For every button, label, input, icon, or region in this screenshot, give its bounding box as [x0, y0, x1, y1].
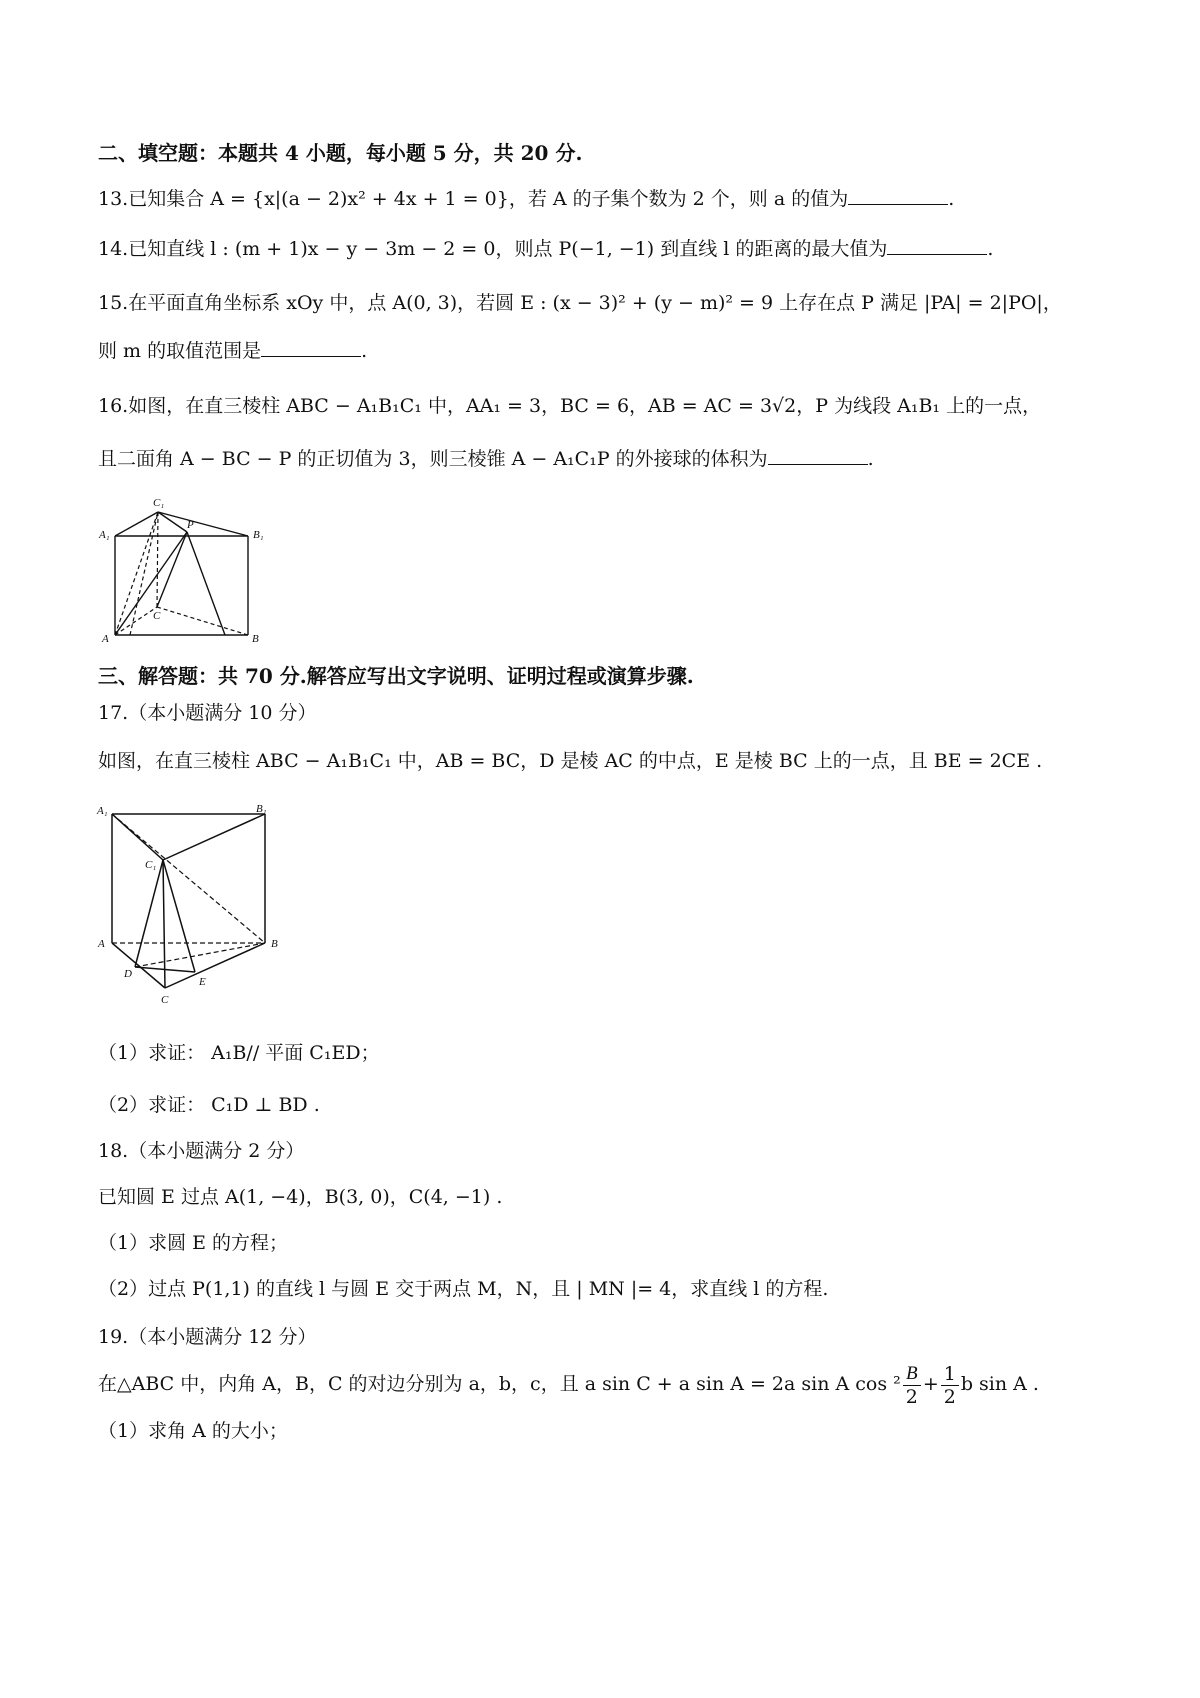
- fig17-label-b1: B₁: [256, 803, 267, 815]
- q17-part1: （1）求证： A₁B// 平面 C₁ED；: [98, 1042, 380, 1064]
- q19-stem: [98, 1360, 1039, 1408]
- fig16-label-c: C: [153, 610, 161, 622]
- q19-frac1-num: B: [903, 1363, 921, 1386]
- section3-heading: 三、解答题：共 70 分.解答应写出文字说明、证明过程或演算步骤.: [98, 664, 694, 688]
- q13-text: 13.已知集合 A = {x|(a − 2)x² + 4x + 1 = 0}，若 A 的子集个数为 2 个，则 a 的值为: [98, 188, 849, 210]
- q19-fraction-b-over-2: [903, 1363, 921, 1408]
- fig17-label-b: B: [271, 938, 278, 950]
- q19-frac2-num: 1: [941, 1363, 959, 1386]
- fig16-label-c1: C₁: [153, 497, 165, 509]
- q17-part2: （2）求证： C₁D ⊥ BD .: [98, 1094, 320, 1116]
- q19-plus: +: [922, 1373, 939, 1395]
- q18-title: 18.（本小题满分 2 分）: [98, 1140, 305, 1162]
- fig17-label-e: E: [199, 976, 206, 988]
- q19-fraction-1-over-2: [941, 1363, 959, 1408]
- question-16-line1: 16.如图，在直三棱柱 ABC − A₁B₁C₁ 中，AA₁ = 3，BC = 6，AB = AC = 3√2，P 为线段 A₁B₁ 上的一点，: [98, 395, 1042, 417]
- q15-text: 则 m 的取值范围是: [98, 340, 262, 362]
- q13-answer-blank[interactable]: [848, 186, 948, 205]
- q16-text: 且二面角 A − BC − P 的正切值为 3，则三棱锥 A − A₁C₁P 的外接球的体积为: [98, 448, 768, 470]
- fig17-label-a1: A₁: [97, 805, 108, 817]
- q19-frac2-den: 2: [943, 1385, 956, 1408]
- q13-end: .: [948, 188, 955, 210]
- fig16-label-a1: A₁: [99, 529, 110, 541]
- q18-stem: 已知圆 E 过点 A(1, −4)，B(3, 0)，C(4, −1) .: [98, 1186, 503, 1208]
- prism-figure-16: [95, 492, 275, 652]
- q19-part1: （1）求角 A 的大小；: [98, 1420, 288, 1442]
- question-13: [98, 186, 954, 212]
- q15-answer-blank[interactable]: [261, 338, 361, 357]
- fig16-label-b1: B₁: [253, 529, 264, 541]
- q19-frac1-den: 2: [905, 1385, 918, 1408]
- q17-stem: 如图，在直三棱柱 ABC − A₁B₁C₁ 中，AB = BC，D 是棱 AC 的中点，E 是棱 BC 上的一点，且 BE = 2CE .: [98, 750, 1043, 772]
- question-16-line2: [98, 446, 874, 472]
- q14-answer-blank[interactable]: [887, 236, 987, 255]
- q14-text: 14.已知直线 l : (m + 1)x − y − 3m − 2 = 0，则点 P(−1, −1) 到直线 l 的距离的最大值为: [98, 238, 888, 260]
- q19-stem-tail: b sin A .: [960, 1373, 1039, 1395]
- q16-answer-blank[interactable]: [768, 446, 868, 465]
- prism-figure-17: [95, 800, 295, 1015]
- q15-end: .: [361, 340, 368, 362]
- q19-stem-main: 在△ABC 中，内角 A，B，C 的对边分别为 a，b，c，且 a sin C + a sin A = 2a sin A cos ²: [98, 1373, 901, 1395]
- question-15-line1: 15.在平面直角坐标系 xOy 中，点 A(0, 3)，若圆 E : (x − 3)² + (y − m)² = 9 上存在点 P 满足 |PA| = 2|PO|，: [98, 292, 1062, 314]
- question-15-line2: [98, 338, 367, 364]
- fig17-label-d: D: [124, 968, 132, 980]
- fig16-label-b: B: [252, 633, 259, 645]
- q14-end: .: [987, 238, 994, 260]
- fig17-label-c1: C₁: [145, 859, 157, 871]
- fig16-label-a: A: [102, 633, 109, 645]
- fig17-label-c: C: [161, 994, 169, 1006]
- q17-title: 17.（本小题满分 10 分）: [98, 702, 317, 724]
- fig17-label-a: A: [98, 938, 105, 950]
- q18-part2: （2）过点 P(1,1) 的直线 l 与圆 E 交于两点 M，N，且 | MN |= 4，求直线 l 的方程.: [98, 1278, 829, 1300]
- question-14: [98, 236, 993, 262]
- q19-title: 19.（本小题满分 12 分）: [98, 1326, 317, 1348]
- q16-end: .: [867, 448, 874, 470]
- q18-part1: （1）求圆 E 的方程；: [98, 1232, 289, 1254]
- fig16-label-p: P: [187, 519, 194, 531]
- section2-heading: 二、填空题：本题共 4 小题，每小题 5 分，共 20 分.: [98, 141, 583, 165]
